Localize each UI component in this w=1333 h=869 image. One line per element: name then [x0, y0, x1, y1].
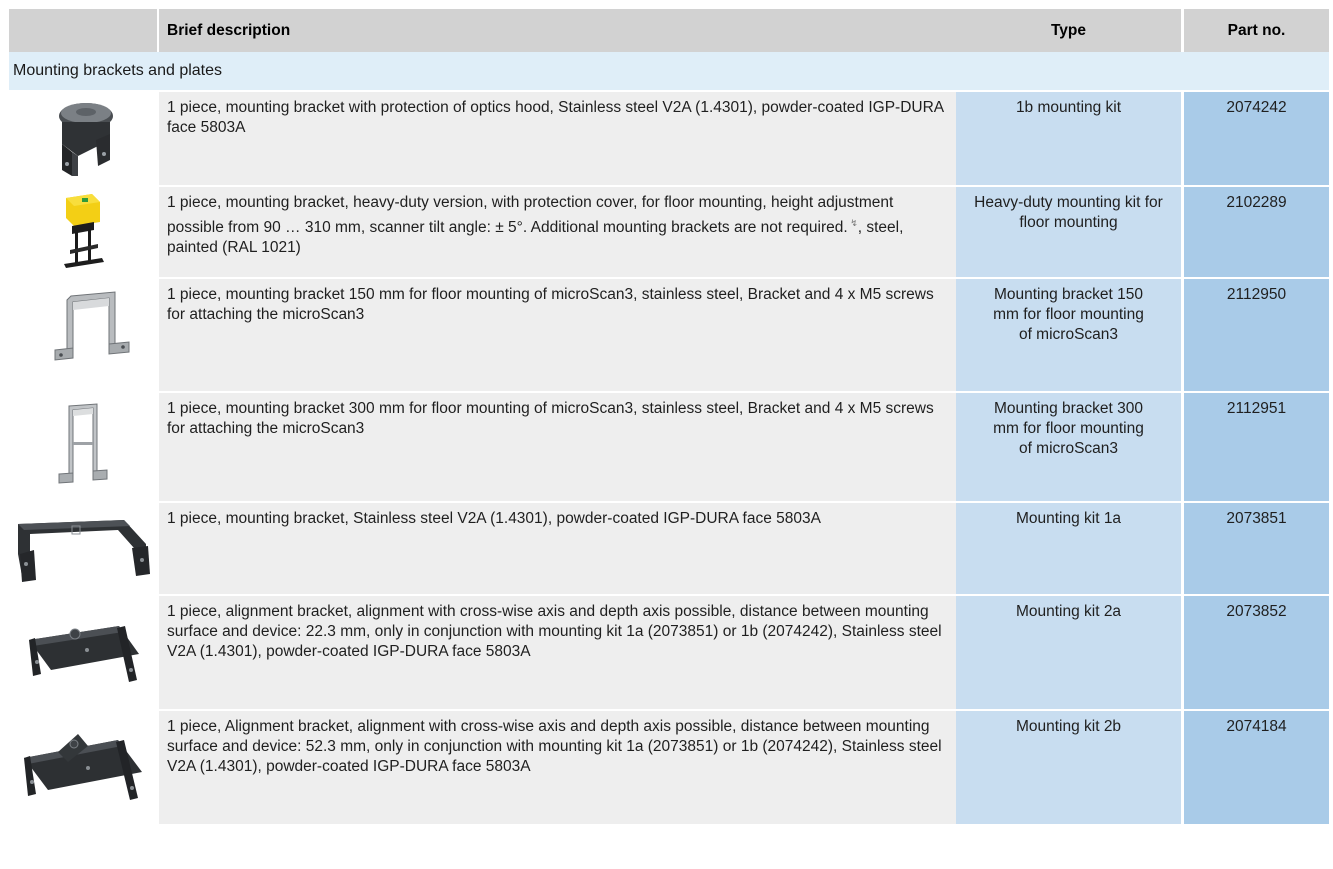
- header-image-cell: [9, 9, 159, 52]
- type-cell: 1b mounting kit: [956, 90, 1184, 185]
- product-image: [9, 185, 159, 277]
- description-cell: 1 piece, mounting bracket with protection of optics hood, Stainless steel V2A (1.4301), powder-coated IGP-DURA face 5803A: [159, 90, 956, 185]
- table-header-row: [9, 9, 1329, 52]
- description-cell: [159, 185, 956, 277]
- part-number-cell: 2074184: [1184, 709, 1329, 824]
- part-number-cell: 2074242: [1184, 90, 1329, 185]
- table-row: [9, 391, 1329, 501]
- heavy-duty-floor-bracket-icon: [58, 192, 108, 272]
- product-image: [9, 391, 159, 501]
- header-part-no: Part no.: [1184, 9, 1329, 52]
- table-row: [9, 501, 1329, 594]
- type-text: Mounting bracket 300 mm for floor mounting of microScan3: [993, 400, 1144, 457]
- table-row: [9, 709, 1329, 824]
- bracket-with-optics-hood-icon: [48, 100, 118, 178]
- type-cell: [956, 391, 1184, 501]
- description-cell: 1 piece, Alignment bracket, alignment with cross-wise axis and depth axis possible, distance between mounting surface and device: 52.3 mm, only in conjunction with mounting kit 1a (2073851) or 1b (2074242), Stainless steel V2A (1.4301), powder-coated IGP-DURA face 5803A: [159, 709, 956, 824]
- description-cell: 1 piece, mounting bracket, Stainless steel V2A (1.4301), powder-coated IGP-DURA face 5803A: [159, 501, 956, 594]
- header-brief-description: Brief description: [159, 9, 956, 52]
- type-text: Mounting bracket 150 mm for floor mounting of microScan3: [993, 286, 1144, 343]
- product-image: [9, 594, 159, 709]
- floor-bracket-300-icon: [53, 402, 113, 492]
- product-image: [9, 709, 159, 824]
- type-cell: Heavy-duty mounting kit for floor mounting: [956, 185, 1184, 277]
- alignment-bracket-2b-icon: [18, 732, 148, 804]
- product-image: [9, 277, 159, 391]
- table-row: [9, 185, 1329, 277]
- type-cell: Mounting kit 2b: [956, 709, 1184, 824]
- description-text: 1 piece, mounting bracket, heavy-duty version, with protection cover, for floor mounting, height adjustment possible from 90 … 310 mm, scanner tilt angle: ± 5°. Additional mounting brackets are not required.: [167, 194, 894, 237]
- description-cell: 1 piece, mounting bracket 300 mm for floor mounting of microScan3, stainless steel, Bracket and 4 x M5 screws for attaching the microScan3: [159, 391, 956, 501]
- alignment-bracket-2a-icon: [21, 618, 145, 688]
- description-suffix: , steel, painted (RAL 1021): [167, 219, 904, 257]
- product-image: [9, 90, 159, 185]
- part-number-cell: 2112951: [1184, 391, 1329, 501]
- accessories-table: [9, 9, 1329, 824]
- part-number-cell: 2102289: [1184, 185, 1329, 277]
- floor-bracket-150-icon: [33, 290, 133, 380]
- description-cell: 1 piece, alignment bracket, alignment with cross-wise axis and depth axis possible, distance between mounting surface and device: 22.3 mm, only in conjunction with mounting kit 1a (2073851) or 1b (2074242), Stainless steel V2A (1.4301), powder-coated IGP-DURA face 5803A: [159, 594, 956, 709]
- description-cell: 1 piece, mounting bracket 150 mm for floor mounting of microScan3, stainless steel, Bracket and 4 x M5 screws for attaching the microScan3: [159, 277, 956, 391]
- table-row: [9, 594, 1329, 709]
- section-row: [9, 52, 1329, 90]
- mounting-kit-1a-icon: [14, 514, 152, 584]
- section-title: Mounting brackets and plates: [9, 52, 1329, 90]
- type-cell: Mounting kit 1a: [956, 501, 1184, 594]
- product-image: [9, 501, 159, 594]
- part-number-cell: 2112950: [1184, 277, 1329, 391]
- part-number-cell: 2073851: [1184, 501, 1329, 594]
- table-row: [9, 277, 1329, 391]
- part-number-cell: 2073852: [1184, 594, 1329, 709]
- footnote-icon: ↯: [847, 218, 858, 228]
- type-cell: [956, 277, 1184, 391]
- table-row: [9, 90, 1329, 185]
- type-cell: Mounting kit 2a: [956, 594, 1184, 709]
- accessories-table-sheet: [9, 9, 1329, 824]
- header-type: Type: [956, 9, 1184, 52]
